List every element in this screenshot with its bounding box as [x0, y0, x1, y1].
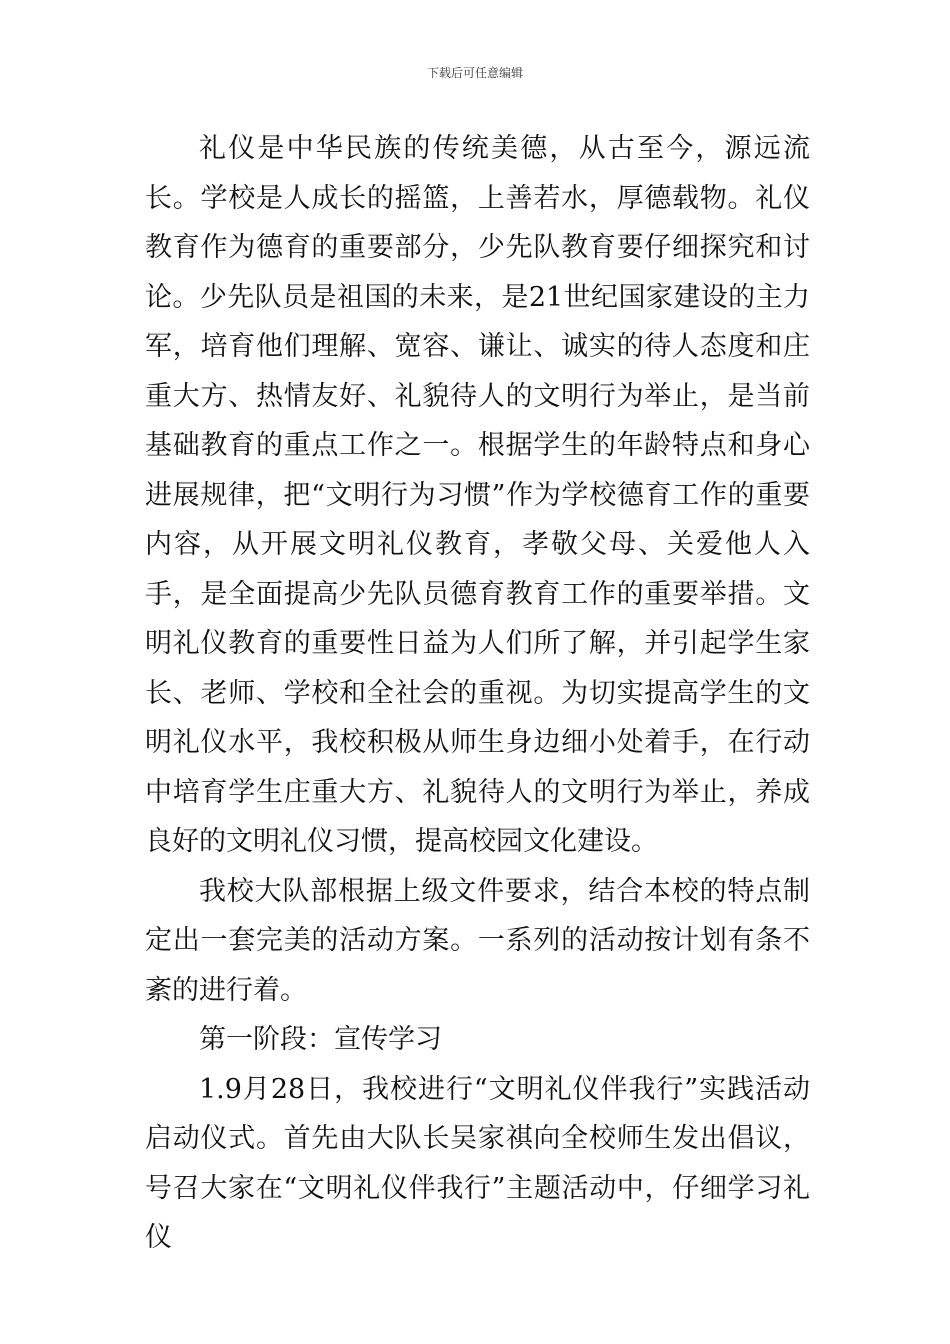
- list-item-1: 1.9月28日，我校进行“文明礼仪伴我行”实践活动启动仪式。首先由大队长吴家祺向全校师生发出倡议，号召大家在“文明礼仪伴我行”主题活动中，仔细学习礼仪: [145, 1073, 810, 1253]
- paragraph-plan: 我校大队部根据上级文件要求，结合本校的特点制定出一套完美的活动方案。一系列的活动按计划有条不紊的进行着。: [145, 875, 810, 1006]
- document-body: [145, 124, 810, 1263]
- paragraph-intro: 礼仪是中华民族的传统美德，从古至今，源远流长。学校是人成长的摇篮，上善若水，厚德载物。礼仪教育作为德育的重要部分，少先队教育要仔细探究和讨论。少先队员是祖国的未来，是21世纪国家建设的主力军，培育他们理解、宽容、谦让、诚实的待人态度和庄重大方、热情友好、礼貌待人的文明行为举止，是当前基础教育的重点工作之一。根据学生的年龄特点和身心进展规律，把“文明行为习惯”作为学校德育工作的重要内容，从开展文明礼仪教育，孝敬父母、关爱他人入手，是全面提高少先队员德育教育工作的重要举措。文明礼仪教育的重要性日益为人们所了解，并引起学生家长、老师、学校和全社会的重视。为切实提高学生的文明礼仪水平，我校积极从师生身边细小处着手，在行动中培育学生庄重大方、礼貌待人的文明行为举止，养成良好的文明礼仪习惯，提高校园文化建设。: [145, 133, 810, 857]
- section-heading: 第一阶段：宣传学习: [199, 1024, 442, 1055]
- header-note: 下载后可任意编辑: [426, 66, 523, 80]
